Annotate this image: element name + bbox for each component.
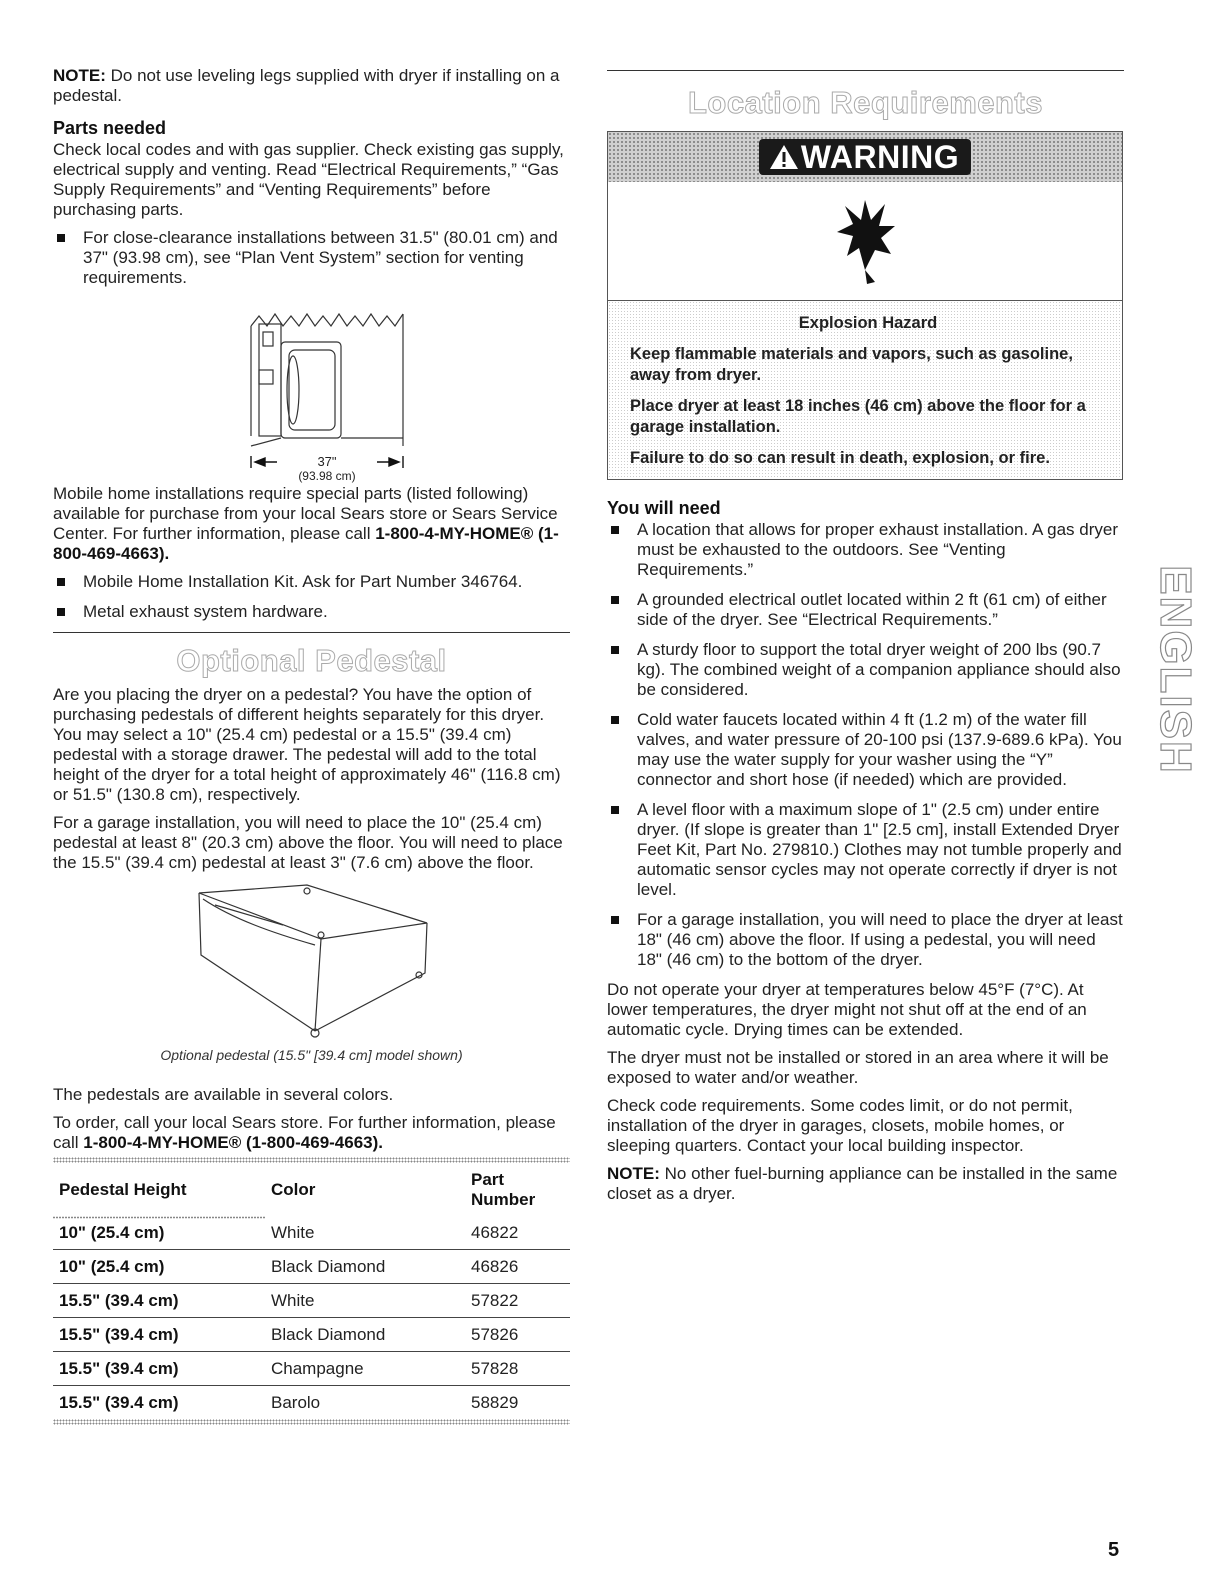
parts-heading: Parts needed (53, 118, 167, 138)
hazard-line: Failure to do so can result in death, explosion, or fire. (630, 449, 1050, 467)
table-bottom-border (53, 1419, 570, 1425)
pedestal-note: NOTE: Do not use leveling legs supplied with dryer if installing on a pedestal. (53, 66, 560, 105)
location-requirements-title: Location Requirements (688, 85, 1043, 120)
table-row: 15.5" (39.4 cm) Champagne 57828 (53, 1352, 570, 1386)
warning-symbol-area (608, 182, 1122, 301)
order-phone: 1-800-4-MY-HOME® (1-800-469-4663). (83, 1133, 384, 1152)
section-divider (607, 70, 1124, 71)
warning-box (607, 131, 1123, 480)
parts-list (53, 228, 570, 288)
colors-text: The pedestals are available in several colors. (53, 1085, 394, 1104)
mobile-home-list (53, 572, 570, 622)
language-side-tab: ENGLISH (1151, 565, 1201, 775)
code-requirements-text: Check code requirements. Some codes limit, or do not permit, installation of the dryer in garages, closets, mobile homes, or sleeping quarters. Contact your local building inspector. (607, 1096, 1073, 1155)
warning-text (608, 301, 1122, 479)
explosion-icon (825, 196, 905, 286)
mobile-home-text: Mobile home installations require special parts (listed following) available for purchase from your local Sears store or Sears Service Center. For further information, please call 1-800-4-MY-HOME® (1-800-469-4663). (53, 484, 559, 563)
clearance-dimension-cm: (93.98 cm) (298, 469, 356, 483)
section-divider (53, 632, 570, 633)
header-pedestal-height: Pedestal Height (59, 1180, 187, 1199)
table-header-row (53, 1163, 570, 1216)
table-row: 15.5" (39.4 cm) White 57822 (53, 1284, 570, 1318)
page-number: 5 (1108, 1539, 1120, 1561)
pedestal-caption: Optional pedestal (15.5" [39.4 cm] model shown) (160, 1047, 463, 1063)
header-color: Color (271, 1180, 316, 1199)
parts-text: Check local codes and with gas supplier. Check existing gas supply, electrical supply and venting. Read “Electrical Requirements,” “Gas Supply Requirements” and “Venting Requirements” before purchasing parts. (53, 140, 564, 219)
optional-pedestal-title: Optional Pedestal (176, 643, 447, 678)
list-item: For close-clearance installations between 31.5" (80.01 cm) and 37" (93.98 cm), see “Plan Vent System” section for venting requirements. (53, 228, 570, 288)
pedestal-table (53, 1163, 570, 1419)
warning-triangle-icon (769, 144, 799, 170)
pedestal-paragraph-2: For a garage installation, you will need to place the 10" (25.4 cm) pedestal at least 8" (20.3 cm) above the floor. You will need to place the 15.5" (39.4 cm) pedestal at least 3" (7.6 cm) above the floor. (53, 813, 563, 872)
dryer-closet-illustration (53, 298, 570, 484)
close-clearance-figure (53, 298, 570, 484)
left-column (53, 66, 570, 1425)
requirements-list (607, 520, 1124, 970)
list-item: A sturdy floor to support the total dryer weight of 200 lbs (90.7 kg). The combined weight of a companion appliance should also be considered. (607, 640, 1124, 700)
hazard-title: Explosion Hazard (798, 314, 938, 332)
right-column (607, 66, 1124, 1212)
warning-label: WARNING (800, 139, 960, 175)
order-text: To order, call your local Sears store. For further information, please call 1-800-4-MY-HOME® (1-800-469-4663). (53, 1113, 556, 1152)
table-row: 10" (25.4 cm) White 46822 (53, 1216, 570, 1250)
table-row: 15.5" (39.4 cm) Black Diamond 57826 (53, 1318, 570, 1352)
list-item: Metal exhaust system hardware. (53, 602, 570, 622)
you-will-need-heading: You will need (607, 498, 721, 518)
pedestal-illustration (53, 881, 570, 1045)
list-item: For a garage installation, you will need to place the dryer at least 18" (46 cm) above the floor. If using a pedestal, you will need 18" (46 cm) to the bottom of the dryer. (607, 910, 1124, 970)
pedestal-paragraph-1: Are you placing the dryer on a pedestal? You have the option of purchasing pedestals of different heights separately for this dryer. You may select a 10" (25.4 cm) pedestal or a 15.5" (39.4 cm) pedestal with a storage drawer. The pedestal will add to the total height of the dryer for a total height of approximately 46" (116.8 cm) or 51.5" (130.8 cm), respectively. (53, 685, 561, 804)
temperature-text: Do not operate your dryer at temperatures below 45°F (7°C). At lower temperatures, the dryer might not shut off at the end of an automatic cycle. Drying times can be extended. (607, 980, 1087, 1039)
mobile-home-phone: 1-800-4-MY-HOME® (1-800-469-4663). (53, 524, 559, 563)
warning-header (608, 132, 1122, 182)
list-item: A level floor with a maximum slope of 1" (2.5 cm) under entire dryer. (If slope is greater than 1" [2.5 cm], install Extended Dryer Feet Kit, Part No. 279810.) Clothes may not tumble properly and automatic sensor cycles may not operate correctly if dryer is not level. (607, 800, 1124, 900)
water-weather-text: The dryer must not be installed or stored in an area where it will be exposed to water and/or weather. (607, 1048, 1109, 1087)
header-part-number: Part Number (471, 1170, 536, 1209)
list-item: Mobile Home Installation Kit. Ask for Part Number 346764. (53, 572, 570, 592)
clearance-dimension: 37" (317, 454, 337, 469)
list-item: A grounded electrical outlet located within 2 ft (61 cm) of either side of the dryer. See “Electrical Requirements.” (607, 590, 1124, 630)
table-row: 15.5" (39.4 cm) Barolo 58829 (53, 1386, 570, 1420)
hazard-line: Keep flammable materials and vapors, such as gasoline, away from dryer. (630, 345, 1073, 384)
table-row: 10" (25.4 cm) Black Diamond 46826 (53, 1250, 570, 1284)
list-item: Cold water faucets located within 4 ft (1.2 m) of the water fill valves, and water pressure of 20-100 psi (137.9-689.6 kPa). You may use the water supply for your washer using the “Y” connector and short hose (if needed) which are provided. (607, 710, 1124, 790)
warning-badge (759, 139, 971, 175)
list-item: A location that allows for proper exhaust installation. A gas dryer must be exhausted to the outdoors. See “Venting Requirements.” (607, 520, 1124, 580)
hazard-line: Place dryer at least 18 inches (46 cm) above the floor for a garage installation. (630, 397, 1086, 436)
pedestal-figure (53, 881, 570, 1045)
fuel-appliance-note: NOTE: No other fuel-burning appliance can be installed in the same closet as a dryer. (607, 1164, 1118, 1203)
